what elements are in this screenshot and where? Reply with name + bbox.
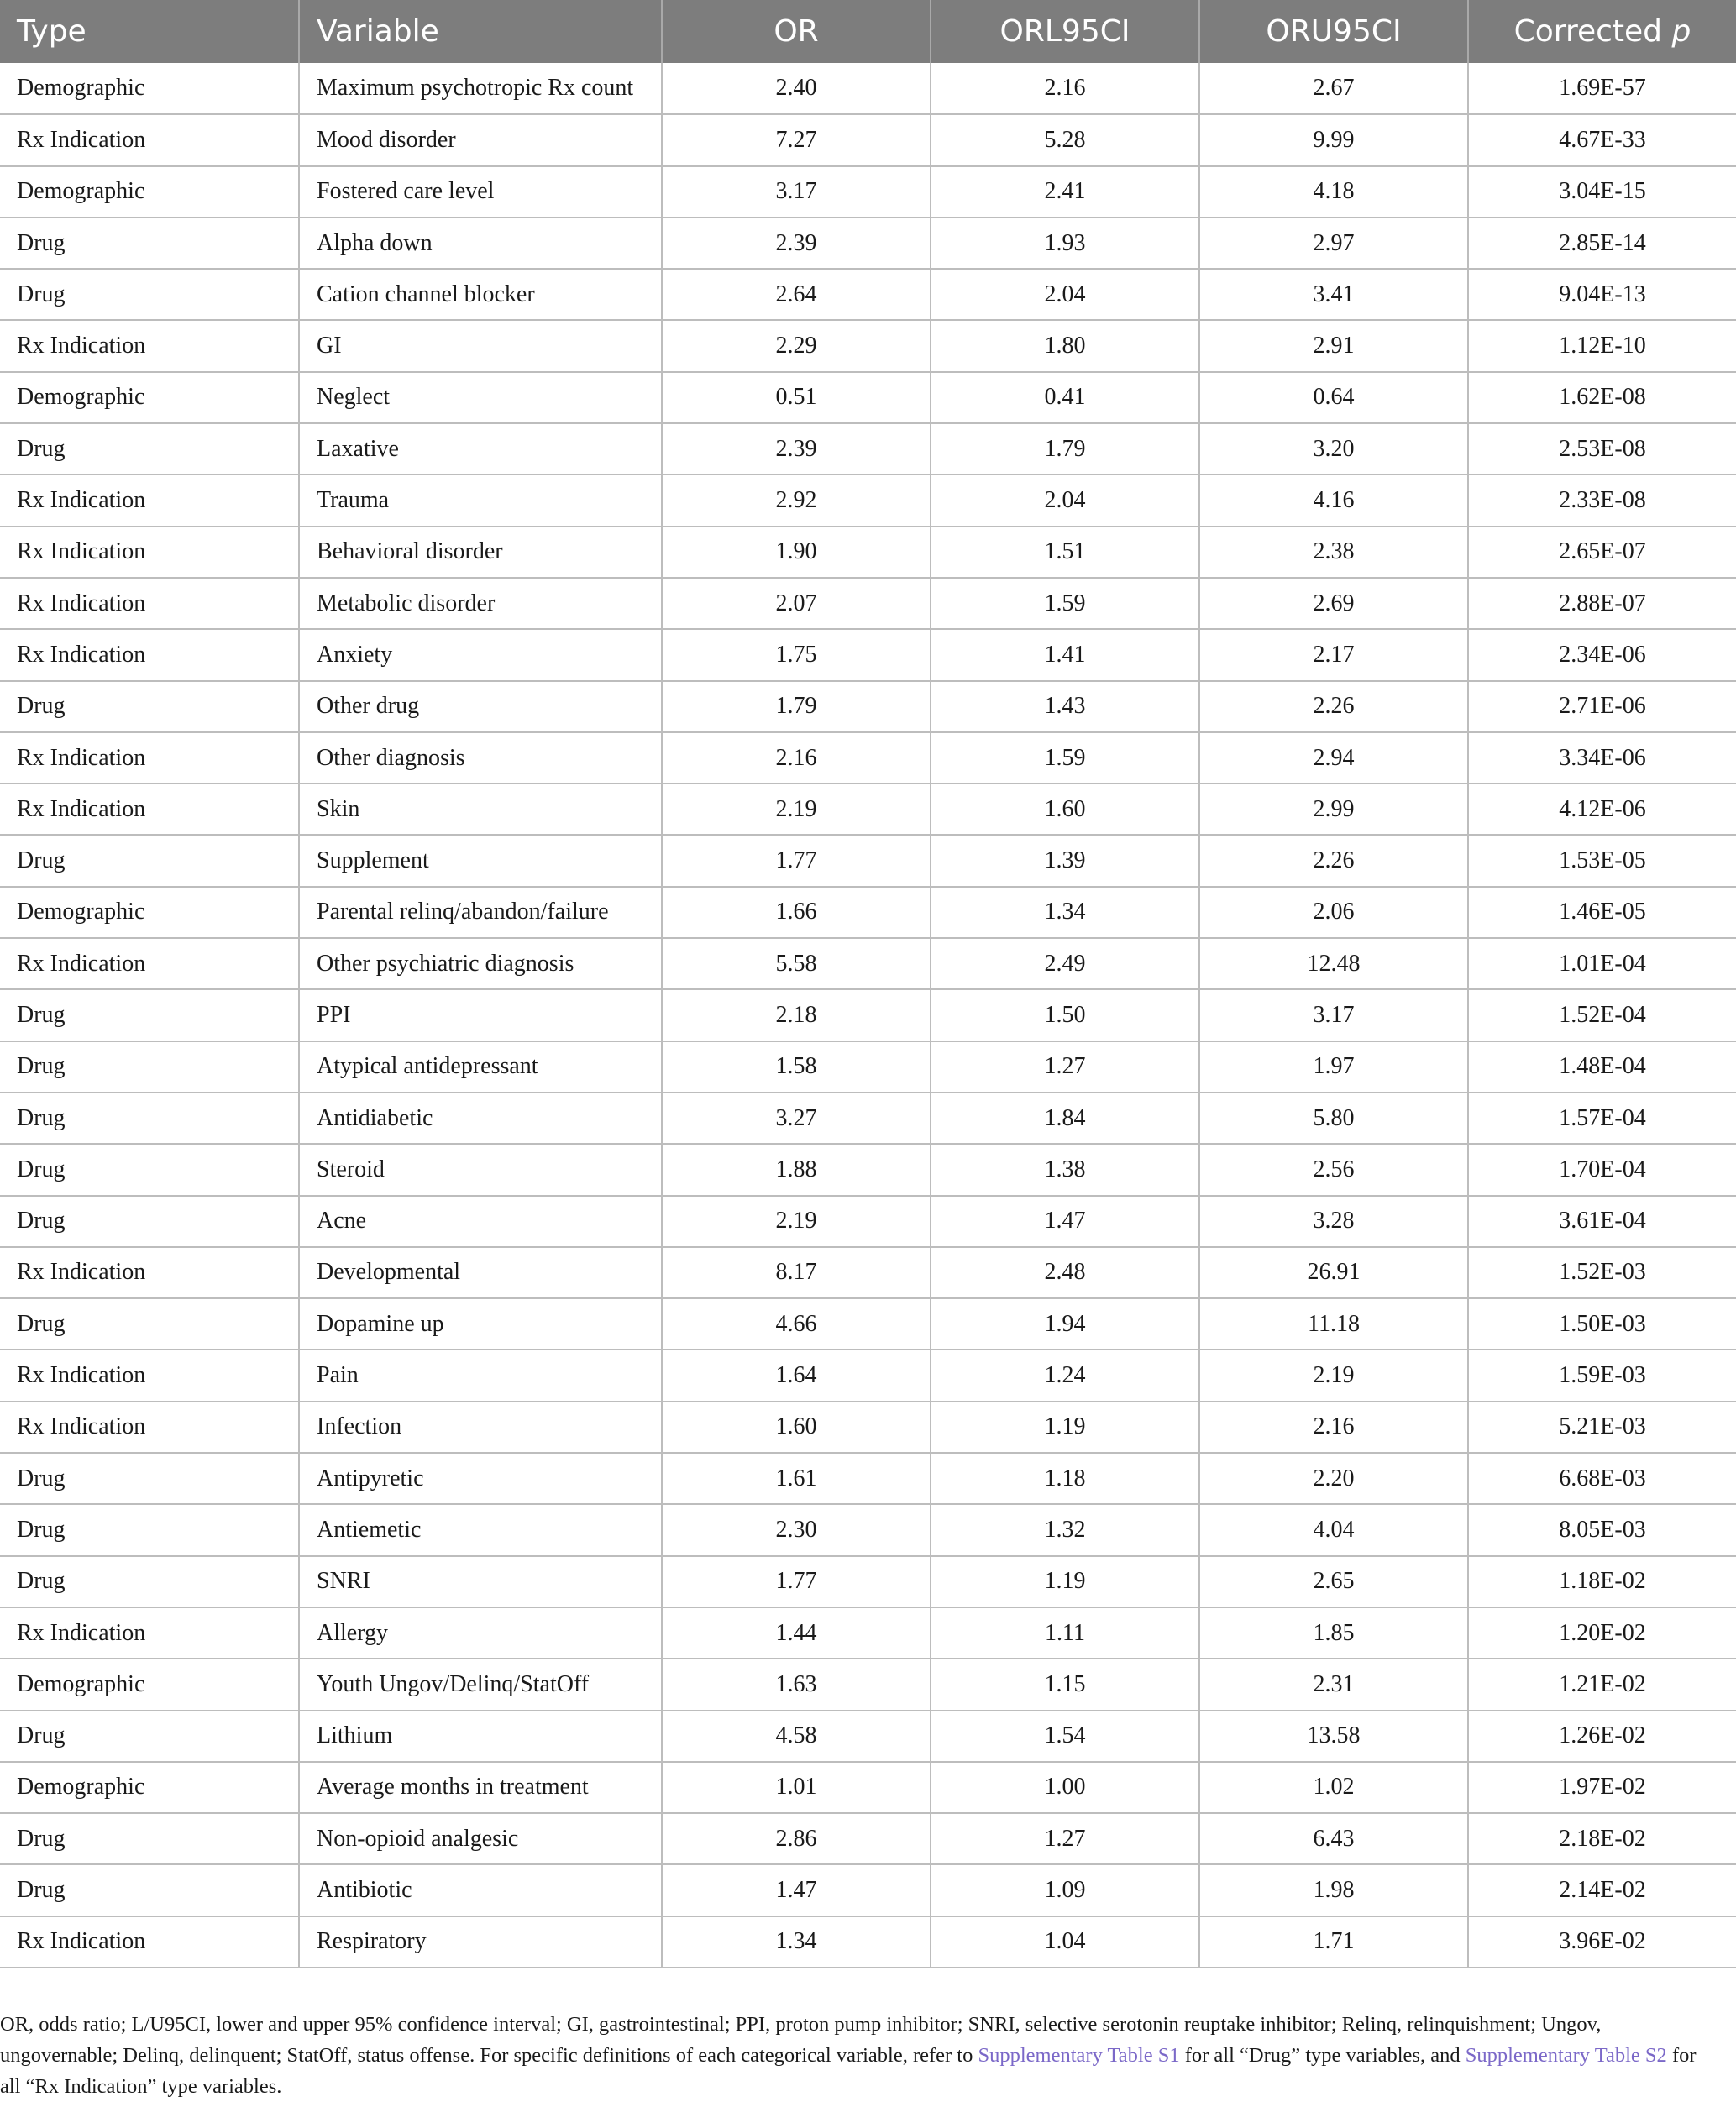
cell-orl95ci: 1.84: [931, 1093, 1199, 1144]
cell-orl95ci: 1.27: [931, 1041, 1199, 1093]
cell-corrected-p: 1.12E-10: [1468, 320, 1736, 371]
table-row: [0, 1350, 1736, 1401]
cell-corrected-p: 2.33E-08: [1468, 474, 1736, 526]
supplementary-table-s2-link[interactable]: Supplementary Table S2: [1465, 2044, 1667, 2067]
cell-type: Rx Indication: [0, 578, 299, 629]
cell-variable: Parental relinq/abandon/failure: [299, 887, 662, 938]
cell-orl95ci: 2.16: [931, 63, 1199, 114]
cell-orl95ci: 1.18: [931, 1453, 1199, 1504]
table-row: [0, 320, 1736, 371]
cell-orl95ci: 2.04: [931, 269, 1199, 320]
cell-or: 1.75: [662, 629, 931, 680]
cell-corrected-p: 1.59E-03: [1468, 1350, 1736, 1401]
cell-or: 2.30: [662, 1504, 931, 1555]
table-row: [0, 1813, 1736, 1864]
table-row: [0, 423, 1736, 474]
cell-type: Drug: [0, 1453, 299, 1504]
cell-oru95ci: 2.56: [1199, 1144, 1468, 1195]
cell-type: Demographic: [0, 887, 299, 938]
cell-corrected-p: 2.65E-07: [1468, 527, 1736, 578]
cell-corrected-p: 1.50E-03: [1468, 1298, 1736, 1350]
cell-variable: Other psychiatric diagnosis: [299, 938, 662, 989]
table-row: [0, 166, 1736, 218]
cell-variable: Dopamine up: [299, 1298, 662, 1350]
cell-variable: Other diagnosis: [299, 732, 662, 784]
cell-corrected-p: 1.01E-04: [1468, 938, 1736, 989]
cell-or: 1.77: [662, 835, 931, 886]
cell-or: 4.66: [662, 1298, 931, 1350]
cell-type: Drug: [0, 269, 299, 320]
table-row: [0, 218, 1736, 269]
table-row: [0, 887, 1736, 938]
table-row: [0, 578, 1736, 629]
cell-corrected-p: 2.88E-07: [1468, 578, 1736, 629]
table-row: [0, 527, 1736, 578]
cell-type: Demographic: [0, 1659, 299, 1710]
cell-corrected-p: 5.21E-03: [1468, 1402, 1736, 1453]
cell-corrected-p: 1.57E-04: [1468, 1093, 1736, 1144]
cell-or: 4.58: [662, 1711, 931, 1762]
cell-orl95ci: 1.59: [931, 578, 1199, 629]
table-row: [0, 681, 1736, 732]
cell-variable: Steroid: [299, 1144, 662, 1195]
cell-orl95ci: 0.41: [931, 372, 1199, 423]
cell-oru95ci: 4.18: [1199, 166, 1468, 218]
cell-variable: Fostered care level: [299, 166, 662, 218]
cell-or: 1.79: [662, 681, 931, 732]
table-row: [0, 835, 1736, 886]
cell-oru95ci: 2.31: [1199, 1659, 1468, 1710]
cell-orl95ci: 1.00: [931, 1762, 1199, 1813]
table-row: [0, 1093, 1736, 1144]
cell-type: Rx Indication: [0, 474, 299, 526]
cell-orl95ci: 1.32: [931, 1504, 1199, 1555]
cell-oru95ci: 6.43: [1199, 1813, 1468, 1864]
header-corrected-label: Corrected: [1513, 14, 1663, 49]
cell-corrected-p: 4.67E-33: [1468, 114, 1736, 165]
cell-orl95ci: 1.39: [931, 835, 1199, 886]
cell-oru95ci: 2.16: [1199, 1402, 1468, 1453]
supplementary-table-s1-link[interactable]: Supplementary Table S1: [978, 2044, 1180, 2067]
table-row: [0, 1916, 1736, 1968]
header-oru95ci: ORU95CI: [1199, 0, 1468, 63]
cell-variable: Behavioral disorder: [299, 527, 662, 578]
header-corrected-p: [1468, 0, 1736, 63]
cell-orl95ci: 1.80: [931, 320, 1199, 371]
cell-orl95ci: 1.27: [931, 1813, 1199, 1864]
cell-type: Drug: [0, 1196, 299, 1247]
cell-or: 7.27: [662, 114, 931, 165]
cell-variable: Metabolic disorder: [299, 578, 662, 629]
cell-oru95ci: 11.18: [1199, 1298, 1468, 1350]
cell-oru95ci: 2.91: [1199, 320, 1468, 371]
cell-corrected-p: 9.04E-13: [1468, 269, 1736, 320]
cell-or: 1.44: [662, 1607, 931, 1659]
cell-or: 1.47: [662, 1864, 931, 1916]
cell-or: 1.66: [662, 887, 931, 938]
table-row: [0, 938, 1736, 989]
table-row: [0, 1453, 1736, 1504]
cell-oru95ci: 2.19: [1199, 1350, 1468, 1401]
cell-variable: Lithium: [299, 1711, 662, 1762]
cell-oru95ci: 1.02: [1199, 1762, 1468, 1813]
footnote-text-1: OR, odds ratio; L/U95CI, lower and upper 95% confidence interval; GI, gastrointestinal; PPI, proton pump inhibitor; SNRI, selective serotonin reuptake inhibitor; Relinq, relinquishment; Ungov, ungovernable; Delinq, delinquent; StatOff, status offense. For specific definitions of each categorical variable, refer to: [0, 2013, 1602, 2067]
header-type: Type: [0, 0, 299, 63]
cell-variable: Supplement: [299, 835, 662, 886]
cell-variable: Antipyretic: [299, 1453, 662, 1504]
cell-corrected-p: 1.97E-02: [1468, 1762, 1736, 1813]
cell-or: 8.17: [662, 1247, 931, 1298]
cell-type: Drug: [0, 1813, 299, 1864]
cell-corrected-p: 1.46E-05: [1468, 887, 1736, 938]
cell-orl95ci: 2.41: [931, 166, 1199, 218]
cell-variable: Average months in treatment: [299, 1762, 662, 1813]
cell-or: 1.90: [662, 527, 931, 578]
cell-or: 1.63: [662, 1659, 931, 1710]
cell-variable: Alpha down: [299, 218, 662, 269]
cell-orl95ci: 1.19: [931, 1402, 1199, 1453]
cell-or: 1.77: [662, 1556, 931, 1607]
table-row: [0, 1144, 1736, 1195]
cell-orl95ci: 1.93: [931, 218, 1199, 269]
cell-type: Drug: [0, 1504, 299, 1555]
cell-oru95ci: 4.16: [1199, 474, 1468, 526]
cell-corrected-p: 2.34E-06: [1468, 629, 1736, 680]
cell-corrected-p: 3.61E-04: [1468, 1196, 1736, 1247]
cell-type: Rx Indication: [0, 629, 299, 680]
table-row: [0, 1711, 1736, 1762]
cell-type: Drug: [0, 1556, 299, 1607]
cell-orl95ci: 1.24: [931, 1350, 1199, 1401]
cell-variable: Trauma: [299, 474, 662, 526]
cell-variable: Infection: [299, 1402, 662, 1453]
cell-type: Rx Indication: [0, 732, 299, 784]
cell-corrected-p: 8.05E-03: [1468, 1504, 1736, 1555]
cell-type: Rx Indication: [0, 938, 299, 989]
cell-type: Drug: [0, 989, 299, 1041]
cell-corrected-p: 2.53E-08: [1468, 423, 1736, 474]
cell-or: 0.51: [662, 372, 931, 423]
cell-type: Drug: [0, 218, 299, 269]
table-row: [0, 989, 1736, 1041]
header-orl95ci: ORL95CI: [931, 0, 1199, 63]
table-row: [0, 1402, 1736, 1453]
cell-type: Rx Indication: [0, 1247, 299, 1298]
cell-oru95ci: 13.58: [1199, 1711, 1468, 1762]
table-row: [0, 1659, 1736, 1710]
cell-orl95ci: 1.60: [931, 784, 1199, 835]
cell-oru95ci: 2.20: [1199, 1453, 1468, 1504]
cell-corrected-p: 6.68E-03: [1468, 1453, 1736, 1504]
cell-or: 1.60: [662, 1402, 931, 1453]
cell-corrected-p: 2.18E-02: [1468, 1813, 1736, 1864]
table-row: [0, 1607, 1736, 1659]
cell-or: 2.39: [662, 423, 931, 474]
cell-oru95ci: 9.99: [1199, 114, 1468, 165]
cell-or: 2.19: [662, 784, 931, 835]
table-row: [0, 1556, 1736, 1607]
cell-orl95ci: 2.04: [931, 474, 1199, 526]
cell-orl95ci: 1.51: [931, 527, 1199, 578]
cell-corrected-p: 1.53E-05: [1468, 835, 1736, 886]
cell-variable: Anxiety: [299, 629, 662, 680]
cell-type: Drug: [0, 681, 299, 732]
cell-oru95ci: 2.94: [1199, 732, 1468, 784]
table-row: [0, 1762, 1736, 1813]
cell-type: Rx Indication: [0, 114, 299, 165]
cell-type: Drug: [0, 1711, 299, 1762]
cell-oru95ci: 26.91: [1199, 1247, 1468, 1298]
table-row: [0, 629, 1736, 680]
cell-or: 2.07: [662, 578, 931, 629]
table-row: [0, 1298, 1736, 1350]
cell-oru95ci: 2.26: [1199, 681, 1468, 732]
cell-corrected-p: 1.62E-08: [1468, 372, 1736, 423]
cell-corrected-p: 1.48E-04: [1468, 1041, 1736, 1093]
cell-oru95ci: 2.17: [1199, 629, 1468, 680]
cell-type: Demographic: [0, 372, 299, 423]
cell-corrected-p: 1.70E-04: [1468, 1144, 1736, 1195]
table-row: [0, 474, 1736, 526]
cell-corrected-p: 1.52E-03: [1468, 1247, 1736, 1298]
cell-variable: Non-opioid analgesic: [299, 1813, 662, 1864]
cell-oru95ci: 3.20: [1199, 423, 1468, 474]
cell-orl95ci: 1.54: [931, 1711, 1199, 1762]
cell-oru95ci: 2.26: [1199, 835, 1468, 886]
table-row: [0, 269, 1736, 320]
cell-or: 1.01: [662, 1762, 931, 1813]
cell-oru95ci: 12.48: [1199, 938, 1468, 989]
cell-type: Drug: [0, 1041, 299, 1093]
cell-corrected-p: 1.21E-02: [1468, 1659, 1736, 1710]
cell-corrected-p: 4.12E-06: [1468, 784, 1736, 835]
cell-type: Rx Indication: [0, 1916, 299, 1968]
cell-type: Demographic: [0, 166, 299, 218]
table-row: [0, 784, 1736, 835]
cell-orl95ci: 1.94: [931, 1298, 1199, 1350]
cell-type: Drug: [0, 423, 299, 474]
cell-corrected-p: 2.14E-02: [1468, 1864, 1736, 1916]
cell-corrected-p: 1.26E-02: [1468, 1711, 1736, 1762]
cell-orl95ci: 1.59: [931, 732, 1199, 784]
cell-corrected-p: 1.18E-02: [1468, 1556, 1736, 1607]
cell-variable: Antiemetic: [299, 1504, 662, 1555]
cell-variable: GI: [299, 320, 662, 371]
cell-oru95ci: 1.98: [1199, 1864, 1468, 1916]
footnote-text-3: for all “Rx Indication” type variables.: [0, 2044, 1697, 2098]
cell-oru95ci: 2.38: [1199, 527, 1468, 578]
cell-type: Drug: [0, 1144, 299, 1195]
cell-or: 5.58: [662, 938, 931, 989]
cell-oru95ci: 1.85: [1199, 1607, 1468, 1659]
cell-variable: Skin: [299, 784, 662, 835]
cell-variable: Acne: [299, 1196, 662, 1247]
cell-orl95ci: 1.19: [931, 1556, 1199, 1607]
cell-oru95ci: 1.97: [1199, 1041, 1468, 1093]
cell-variable: Mood disorder: [299, 114, 662, 165]
cell-variable: Laxative: [299, 423, 662, 474]
footnote-text-2: for all “Drug” type variables, and: [1179, 2044, 1466, 2067]
cell-orl95ci: 1.04: [931, 1916, 1199, 1968]
header-row: [0, 0, 1736, 63]
cell-oru95ci: 2.65: [1199, 1556, 1468, 1607]
table-row: [0, 372, 1736, 423]
cell-corrected-p: 2.85E-14: [1468, 218, 1736, 269]
table-row: [0, 1247, 1736, 1298]
cell-corrected-p: 1.20E-02: [1468, 1607, 1736, 1659]
cell-orl95ci: 5.28: [931, 114, 1199, 165]
cell-corrected-p: 1.69E-57: [1468, 63, 1736, 114]
cell-orl95ci: 1.47: [931, 1196, 1199, 1247]
cell-corrected-p: 2.71E-06: [1468, 681, 1736, 732]
cell-variable: Atypical antidepressant: [299, 1041, 662, 1093]
cell-or: 1.61: [662, 1453, 931, 1504]
cell-oru95ci: 2.99: [1199, 784, 1468, 835]
cell-orl95ci: 1.09: [931, 1864, 1199, 1916]
cell-variable: PPI: [299, 989, 662, 1041]
cell-orl95ci: 1.43: [931, 681, 1199, 732]
cell-type: Drug: [0, 1093, 299, 1144]
table-row: [0, 732, 1736, 784]
cell-or: 1.34: [662, 1916, 931, 1968]
header-or: OR: [662, 0, 931, 63]
cell-variable: Respiratory: [299, 1916, 662, 1968]
table-row: [0, 114, 1736, 165]
cell-variable: Neglect: [299, 372, 662, 423]
cell-type: Drug: [0, 1298, 299, 1350]
cell-variable: Other drug: [299, 681, 662, 732]
cell-type: Rx Indication: [0, 527, 299, 578]
cell-oru95ci: 3.17: [1199, 989, 1468, 1041]
cell-oru95ci: 2.67: [1199, 63, 1468, 114]
cell-or: 2.29: [662, 320, 931, 371]
cell-oru95ci: 5.80: [1199, 1093, 1468, 1144]
cell-variable: SNRI: [299, 1556, 662, 1607]
table-row: [0, 1864, 1736, 1916]
header-p-label: p: [1671, 14, 1691, 49]
cell-orl95ci: 1.11: [931, 1607, 1199, 1659]
header-variable: Variable: [299, 0, 662, 63]
table-row: [0, 1504, 1736, 1555]
cell-or: 2.16: [662, 732, 931, 784]
cell-oru95ci: 4.04: [1199, 1504, 1468, 1555]
cell-or: 2.19: [662, 1196, 931, 1247]
cell-variable: Youth Ungov/Delinq/StatOff: [299, 1659, 662, 1710]
cell-type: Demographic: [0, 1762, 299, 1813]
table-header: [0, 0, 1736, 63]
cell-type: Drug: [0, 835, 299, 886]
cell-variable: Antidiabetic: [299, 1093, 662, 1144]
cell-corrected-p: 3.04E-15: [1468, 166, 1736, 218]
cell-or: 2.39: [662, 218, 931, 269]
cell-orl95ci: 1.15: [931, 1659, 1199, 1710]
table-row: [0, 63, 1736, 114]
cell-or: 3.27: [662, 1093, 931, 1144]
cell-oru95ci: 2.06: [1199, 887, 1468, 938]
cell-or: 2.92: [662, 474, 931, 526]
cell-oru95ci: 3.41: [1199, 269, 1468, 320]
cell-oru95ci: 2.69: [1199, 578, 1468, 629]
cell-type: Rx Indication: [0, 784, 299, 835]
cell-orl95ci: 1.34: [931, 887, 1199, 938]
cell-oru95ci: 0.64: [1199, 372, 1468, 423]
cell-or: 2.86: [662, 1813, 931, 1864]
cell-corrected-p: 3.34E-06: [1468, 732, 1736, 784]
cell-orl95ci: 1.41: [931, 629, 1199, 680]
cell-variable: Cation channel blocker: [299, 269, 662, 320]
cell-type: Demographic: [0, 63, 299, 114]
cell-orl95ci: 2.48: [931, 1247, 1199, 1298]
cell-variable: Pain: [299, 1350, 662, 1401]
cell-or: 1.64: [662, 1350, 931, 1401]
cell-type: Rx Indication: [0, 1350, 299, 1401]
cell-variable: Maximum psychotropic Rx count: [299, 63, 662, 114]
cell-type: Rx Indication: [0, 1402, 299, 1453]
cell-type: Drug: [0, 1864, 299, 1916]
cell-oru95ci: 3.28: [1199, 1196, 1468, 1247]
cell-orl95ci: 1.50: [931, 989, 1199, 1041]
cell-or: 3.17: [662, 166, 931, 218]
cell-oru95ci: 1.71: [1199, 1916, 1468, 1968]
cell-variable: Antibiotic: [299, 1864, 662, 1916]
cell-type: Rx Indication: [0, 320, 299, 371]
cell-or: 2.18: [662, 989, 931, 1041]
cell-or: 1.58: [662, 1041, 931, 1093]
cell-variable: Allergy: [299, 1607, 662, 1659]
cell-variable: Developmental: [299, 1247, 662, 1298]
cell-type: Rx Indication: [0, 1607, 299, 1659]
cell-corrected-p: 3.96E-02: [1468, 1916, 1736, 1968]
cell-or: 1.88: [662, 1144, 931, 1195]
table-footnote: [0, 2009, 1722, 2102]
table-body: [0, 63, 1736, 1968]
cell-or: 2.40: [662, 63, 931, 114]
cell-oru95ci: 2.97: [1199, 218, 1468, 269]
table-row: [0, 1196, 1736, 1247]
table-row: [0, 1041, 1736, 1093]
cell-orl95ci: 1.79: [931, 423, 1199, 474]
cell-corrected-p: 1.52E-04: [1468, 989, 1736, 1041]
cell-orl95ci: 1.38: [931, 1144, 1199, 1195]
cell-or: 2.64: [662, 269, 931, 320]
cell-orl95ci: 2.49: [931, 938, 1199, 989]
